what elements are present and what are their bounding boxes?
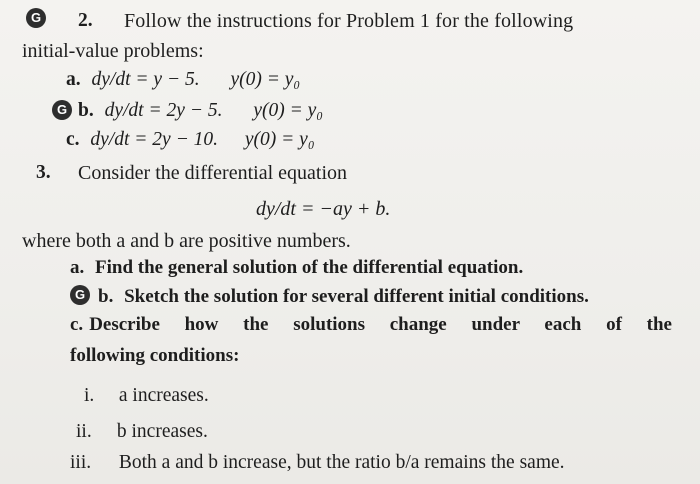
g-badge-icon: G: [70, 285, 90, 305]
item-letter: b.: [98, 286, 114, 307]
problem-3-item-c-line2: following conditions:: [70, 345, 240, 366]
item-letter: c.: [70, 314, 84, 335]
problem-3-item-b: [98, 287, 589, 306]
problem-3-number: 3.: [36, 162, 51, 183]
problem-3-intro: Consider the differential equation: [78, 162, 347, 184]
item-equation: dy/dt = 2y − 5.: [104, 100, 223, 121]
item-text-line1: Describe how the solutions change under each of the: [89, 314, 672, 335]
item-text: Sketch the solution for several different initial conditions.: [124, 286, 589, 307]
problem-2-intro-line1: Follow the instructions for Problem 1 for the following: [124, 10, 574, 32]
item-text: Find the general solution of the differential equation.: [95, 257, 524, 278]
item-letter: a.: [66, 69, 81, 90]
condition-numeral: ii.: [76, 421, 92, 442]
condition-text: b increases.: [116, 421, 208, 442]
condition-i: [84, 386, 209, 406]
g-badge-icon: G: [52, 100, 72, 120]
item-equation: dy/dt = y − 5.: [91, 69, 200, 90]
problem-2-number: 2.: [78, 10, 93, 31]
problem-2-item-b: [78, 101, 323, 121]
item-initial-condition: y(0) = y₀: [253, 100, 324, 121]
item-equation: dy/dt = 2y − 10.: [90, 129, 218, 150]
problem-3-item-a: [70, 258, 523, 277]
item-letter: a.: [70, 257, 85, 278]
condition-text: a increases.: [118, 385, 209, 406]
condition-ii: [76, 422, 208, 442]
problem-3-where-line: where both a and b are positive numbers.: [22, 230, 351, 252]
g-badge-icon: G: [26, 8, 46, 28]
problem-2-item-c: [66, 130, 315, 150]
condition-iii: [70, 453, 565, 473]
condition-numeral: iii.: [70, 452, 92, 473]
problem-2-intro-line2: initial-value problems:: [22, 40, 204, 62]
condition-numeral: i.: [84, 385, 95, 406]
problem-3-item-c: [70, 315, 672, 334]
item-initial-condition: y(0) = y₀: [230, 69, 301, 90]
condition-text: Both a and b increase, but the ratio b/a remains the same.: [118, 452, 565, 473]
problem-2-item-a: [66, 70, 300, 90]
problem-3-equation: dy/dt = −ay + b.: [256, 198, 391, 220]
item-letter: c.: [66, 129, 80, 150]
item-initial-condition: y(0) = y₀: [244, 129, 315, 150]
item-letter: b.: [78, 100, 94, 121]
